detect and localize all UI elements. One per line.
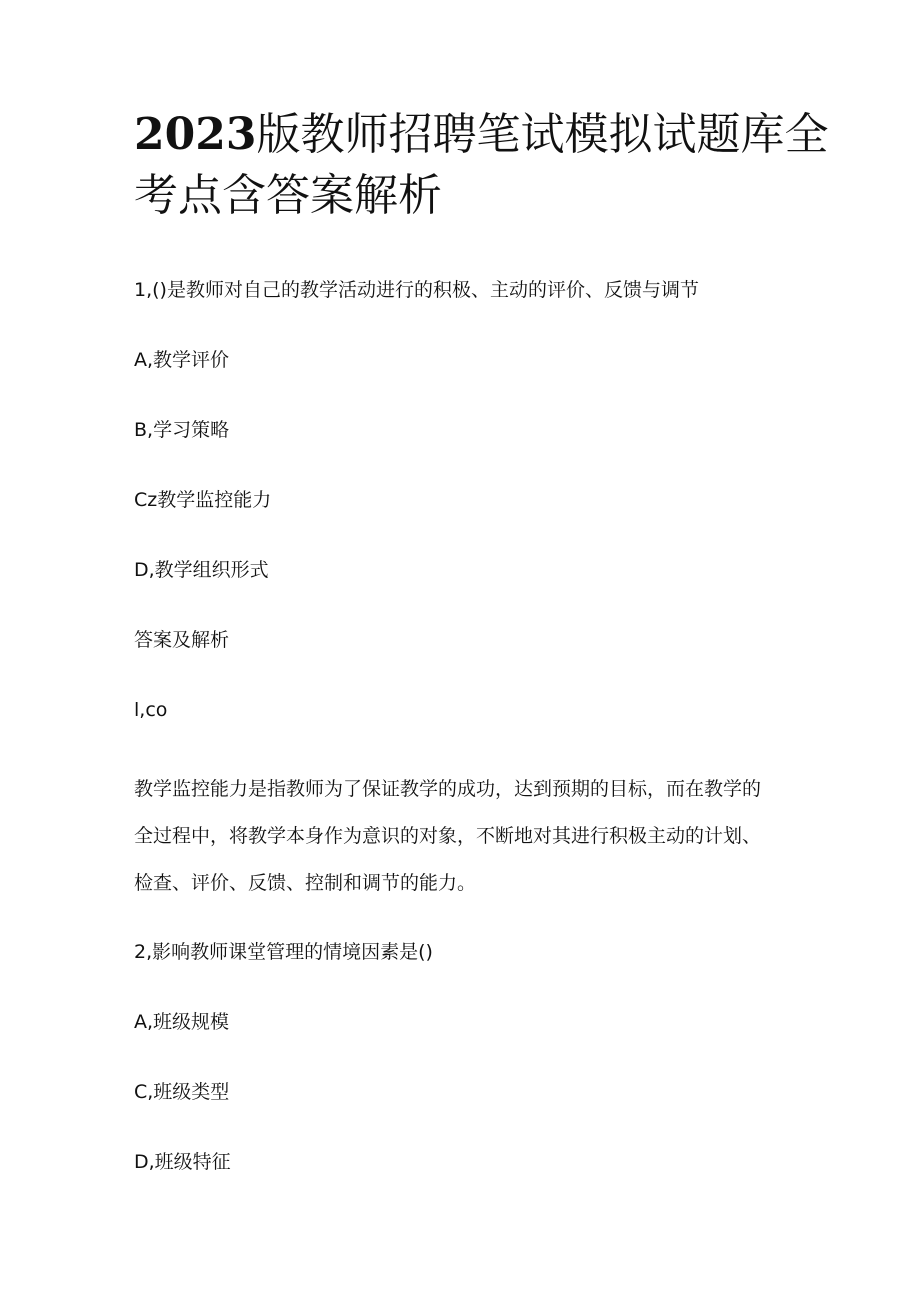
question-2-option-c: C,班级类型 bbox=[134, 1081, 230, 1103]
question-2-option-a: A,班级规模 bbox=[134, 1011, 230, 1033]
question-1-explanation bbox=[134, 766, 814, 907]
question-1-option-a: A,教学评价 bbox=[134, 349, 230, 371]
question-1-option-d: D,教学组织形式 bbox=[134, 559, 269, 581]
question-1-option-b: B,学习策略 bbox=[134, 419, 230, 441]
question-2-stem: 2,影响教师课堂管理的情境因素是() bbox=[134, 941, 433, 963]
title-line-2: 考点含答案解析 bbox=[134, 170, 442, 221]
question-1-option-c: Cz教学监控能力 bbox=[134, 489, 272, 511]
explanation-line-1: 教学监控能力是指教师为了保证教学的成功，达到预期的目标，而在教学的 bbox=[134, 778, 762, 800]
title-line-1-text: 版教师招聘笔试模拟试题库全 bbox=[256, 109, 829, 160]
explanation-line-2: 全过程中，将教学本身作为意识的对象，不断地对其进行积极主动的计划、 bbox=[134, 825, 762, 847]
question-1-stem: 1,()是教师对自己的教学活动进行的积极、主动的评价、反馈与调节 bbox=[134, 279, 699, 301]
question-2-option-d: D,班级特征 bbox=[134, 1151, 231, 1173]
answer-heading: 答案及解析 bbox=[134, 629, 230, 651]
title-line-1 bbox=[134, 104, 829, 165]
question-1-answer: l,co bbox=[134, 699, 168, 721]
title-year: 2023 bbox=[134, 109, 257, 160]
explanation-line-3: 检查、评价、反馈、控制和调节的能力。 bbox=[134, 872, 477, 894]
document-title bbox=[134, 104, 829, 226]
